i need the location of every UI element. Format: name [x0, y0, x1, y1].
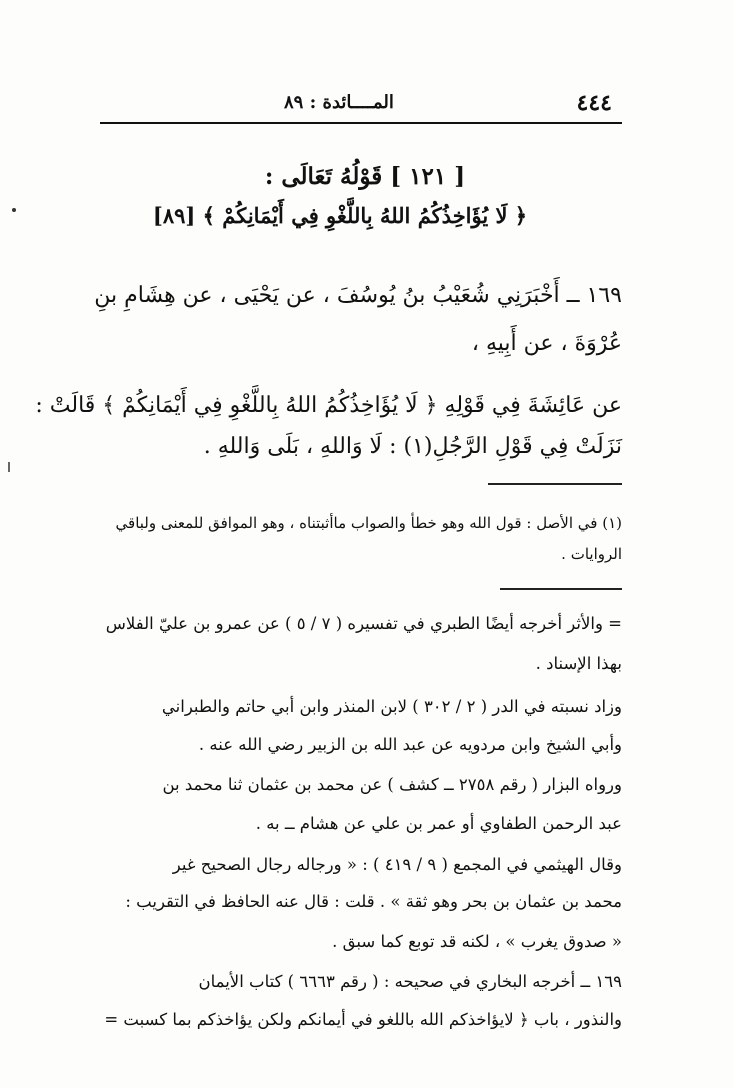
running-title: المــــائدة : ٨٩	[284, 92, 394, 113]
page-header	[100, 86, 622, 118]
note-line: وزاد نسبته في الدر ( ٢ / ٣٠٢ ) لابن المنذر وابن أبي حاتم والطبراني	[161, 697, 622, 716]
scan-speck	[8, 462, 10, 472]
footnote-line: الروايات .	[561, 545, 622, 563]
hadith-line: عُرْوَةَ ، عن أَبِيهِ ،	[471, 331, 622, 356]
header-rule	[100, 122, 622, 124]
page-number: ٤٤٤	[576, 90, 612, 116]
hadith-line: نَزَلَتْ فِي قَوْلِ الرَّجُلِ(١) : لَا وَاللهِ ، بَلَى وَاللهِ .	[203, 434, 622, 459]
note-line: ورواه البزار ( رقم ٢٧٥٨ ــ كشف ) عن محمد بن عثمان ثنا محمد بن	[162, 775, 622, 794]
hadith-line: ١٦٩ ــ أَخْبَرَنِي شُعَيْبُ بنُ يُوسُفَ ، عن يَحْيَى ، عن هِشَامِ بنِ	[94, 283, 622, 308]
note-line: = والأثر أخرجه أيضًا الطبري في تفسيره ( ٧ / ٥ ) عن عمرو بن عليّ الفلاس	[105, 614, 622, 633]
scan-speck	[12, 208, 16, 212]
section-verse: ﴿ لَا يُؤَاخِذُكُمُ اللهُ بِاللَّغْوِ فِي أَيْمَانِكُمْ ﴾ [٨٩]	[152, 203, 528, 228]
hadith-line: عن عَائِشَةَ فِي قَوْلِهِ ﴿ لَا يُؤَاخِذُكُمُ اللهُ بِاللَّغْوِ فِي أَيْمَانِكُمْ ﴾ قَالَتْ :	[35, 393, 622, 418]
note-line: ١٦٩ ــ أخرجه البخاري في صحيحه : ( رقم ٦٦٦٣ ) كتاب الأيمان	[198, 972, 622, 991]
note-line: وقال الهيثمي في المجمع ( ٩ / ٤١٩ ) : « ورجاله رجال الصحيح غير	[172, 855, 622, 874]
note-line: بهذا الإسناد .	[535, 654, 622, 673]
note-line: محمد بن عثمان بن بحر وهو ثقة » . قلت : قال عنه الحافظ في التقريب :	[125, 892, 622, 911]
note-line: عبد الرحمن الطفاوي أو عمر بن علي عن هشام ــ به .	[255, 814, 622, 833]
note-line: وأبي الشيخ وابن مردويه عن عبد الله بن الزبير رضي الله عنه .	[198, 735, 622, 754]
note-line: والنذور ، باب ﴿ لايؤاخذكم الله باللغو في أيمانكم ولكن يؤاخذكم بما كسبت =	[104, 1010, 622, 1029]
footnote-rule	[488, 483, 622, 485]
note-line: « صدوق يغرب » ، لكنه قد توبع كما سبق .	[332, 932, 622, 951]
footnote-line: (١) في الأصل : قول الله وهو خطأ والصواب ماأثبتناه ، وهو الموافق للمعنى ولباقي	[115, 514, 622, 532]
notes-rule	[500, 588, 622, 590]
section-heading: [ ١٢١ ] قَوْلُهُ تَعَالَى :	[264, 163, 466, 190]
